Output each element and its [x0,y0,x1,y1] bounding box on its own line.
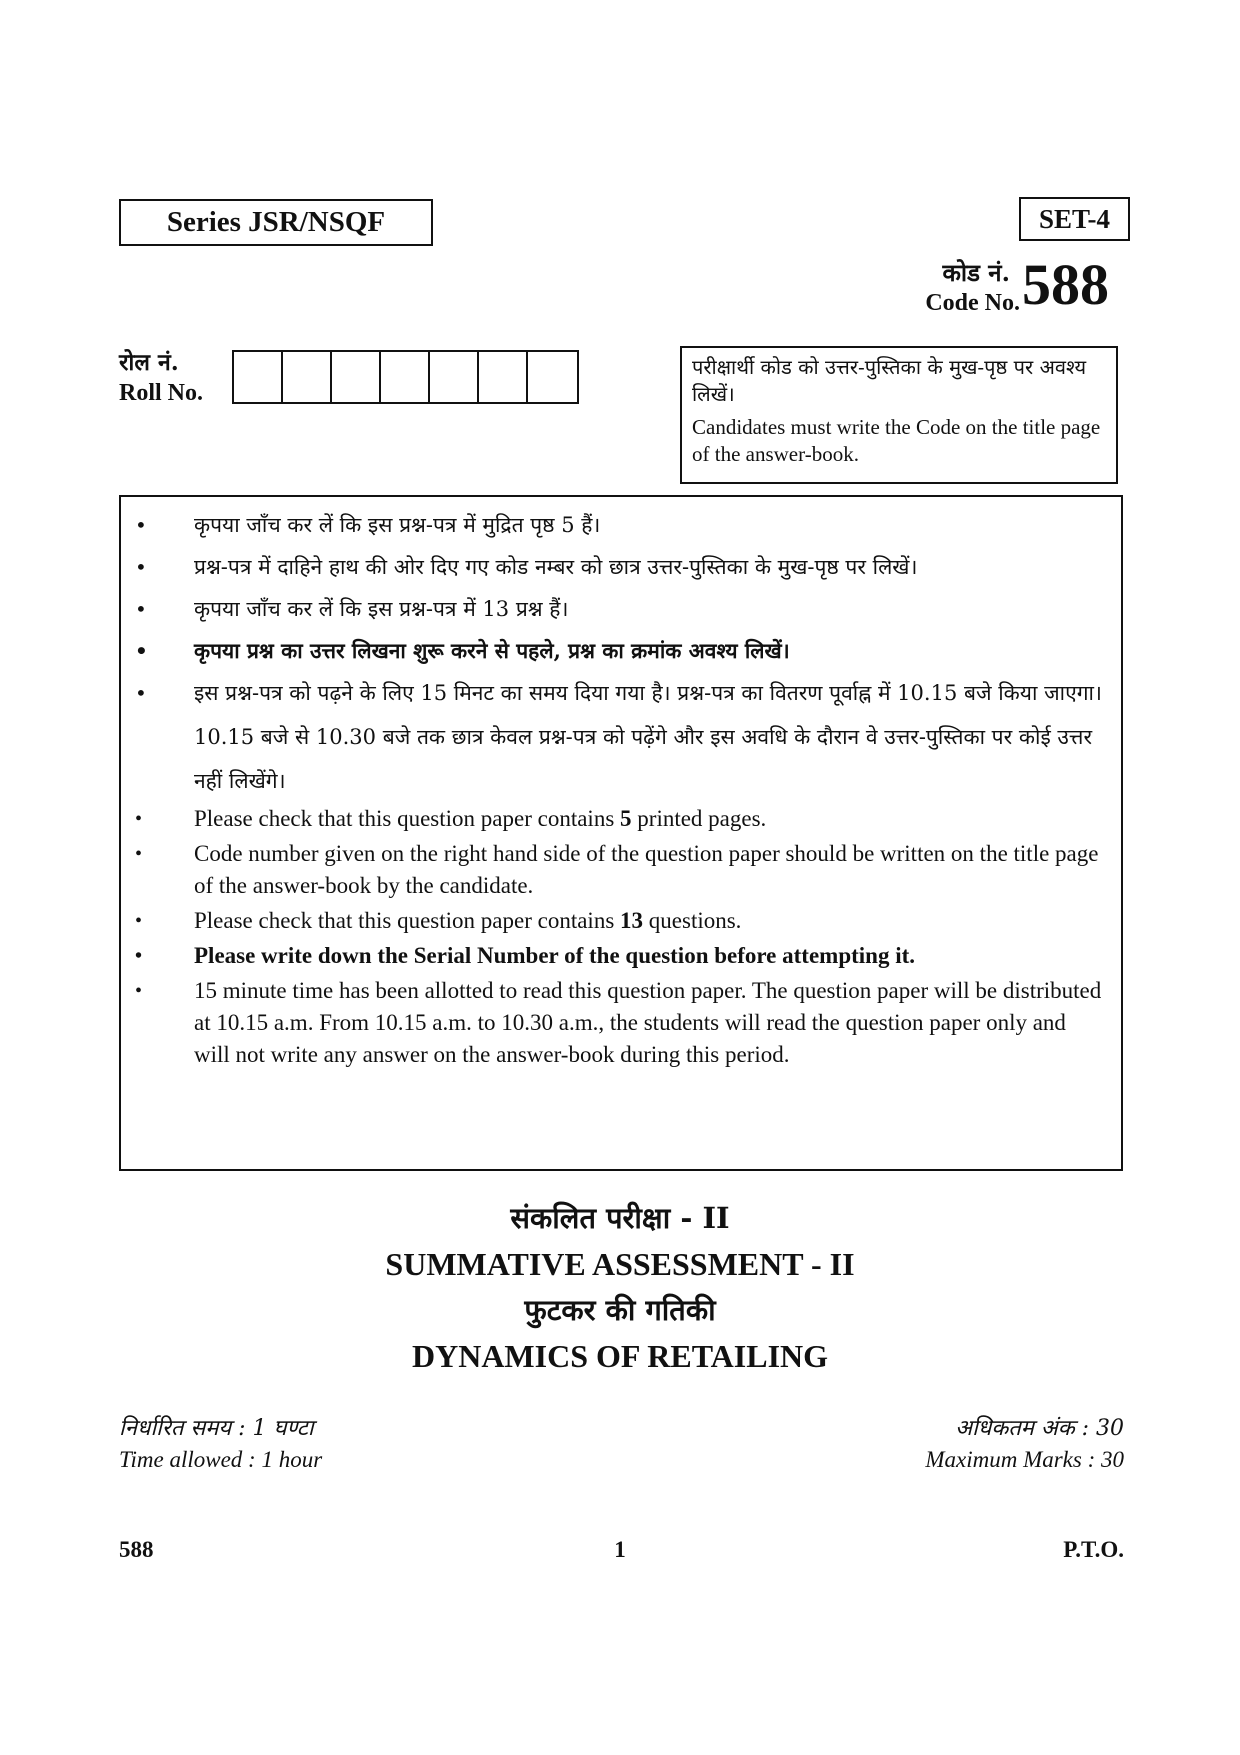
set-label: SET-4 [1019,197,1130,241]
instruction-item: • Code number given on the right hand side of the question paper should be written on the title page of the answer-book by the candidate. [121,838,1107,902]
instruction-item: • प्रश्न-पत्र में दाहिने हाथ की ओर दिए गए कोड नम्बर को छात्र उत्तर-पुस्तिका के मुख-पृष्ठ पर लिखें। [121,551,1107,583]
code-note-box [680,346,1118,484]
roll-label-english: Roll No. [119,380,203,406]
bullet-icon: • [135,555,147,579]
instruction-item: • कृपया प्रश्न का उत्तर लिखना शुरू करने से पहले, प्रश्न का क्रमांक अवश्य लिखें। [121,635,1107,667]
instructions-english-list [121,803,1107,1071]
code-note-english: Candidates must write the Code on the title page of the answer-book. [692,415,1101,466]
page-number: 1 [614,1537,626,1562]
max-marks-english: Maximum Marks : 30 [925,1447,1124,1472]
instruction-item: • 15 minute time has been allotted to read this question paper. The question paper will be distributed at 10.15 a.m. From 10.15 a.m. to 10.30 a.m., the students will read the question paper only and will not write any answer on the answer-book during this period. [121,975,1107,1071]
instructions-hindi-list [121,509,1107,803]
instruction-item: • Please check that this question paper contains 5 printed pages. [121,803,1107,835]
subject-title-hindi: फुटकर की गतिकी [524,1293,716,1327]
bullet-icon: • [135,681,147,705]
instruction-item: • कृपया जाँच कर लें कि इस प्रश्न-पत्र में मुद्रित पृष्ठ 5 हैं। [121,509,1107,541]
roll-digit-box[interactable] [234,352,283,402]
code-label-english: Code No. [925,290,1020,316]
bullet-icon: • [135,843,143,865]
bullet-icon: • [135,513,147,537]
roll-number-grid[interactable] [232,350,579,404]
instructions-box [119,495,1123,1171]
subject-title-english: DYNAMICS OF RETAILING [411,1338,829,1374]
roll-digit-box[interactable] [283,352,332,402]
footer-code: 588 [119,1537,154,1562]
assessment-title-english: SUMMATIVE ASSESSMENT - II [385,1246,855,1282]
code-number: 588 [1022,252,1109,317]
exam-title-block [0,1195,1240,1379]
please-turn-over: P.T.O. [1063,1537,1124,1562]
roll-label-hindi: रोल नं. [119,349,179,376]
code-note-hindi: परीक्षार्थी कोड को उत्तर-पुस्तिका के मुख-पृष्ठ पर अवश्य लिखें। [692,355,1087,406]
instruction-item: • Please write down the Serial Number of the question before attempting it. [121,940,1107,972]
code-label-hindi: कोड नं. [942,258,1010,287]
roll-digit-box[interactable] [332,352,381,402]
series-label: Series JSR/NSQF [119,199,433,246]
bullet-icon: • [135,945,143,967]
instruction-item: • Please check that this question paper contains 13 questions. [121,905,1107,937]
bullet-icon: • [135,808,143,830]
max-marks-hindi: अधिकतम अंक : 30 [955,1416,1124,1441]
bullet-icon: • [135,639,148,663]
instruction-item: • इस प्रश्न-पत्र को पढ़ने के लिए 15 मिनट का समय दिया गया है। प्रश्न-पत्र का वितरण पूर्वाह्न में 10.15 बजे किया जाएगा। 10.15 बजे से 10.30 बजे तक छात्र केवल प्रश्न-पत्र को पढ़ेंगे और इस अवधि के दौरान वे उत्तर-पुस्तिका पर कोई उत्तर नहीं लिखेंगे। [121,671,1107,803]
bullet-icon: • [135,597,147,621]
time-allowed-english: Time allowed : 1 hour [119,1447,323,1472]
roll-digit-box[interactable] [430,352,479,402]
roll-digit-box[interactable] [479,352,528,402]
time-allowed-hindi: निर्धारित समय : 1 घण्टा [119,1416,314,1441]
bullet-icon: • [135,910,143,932]
assessment-title-hindi: संकलित परीक्षा - II [510,1201,730,1235]
roll-digit-box[interactable] [528,352,577,402]
roll-digit-box[interactable] [381,352,430,402]
instruction-item: • कृपया जाँच कर लें कि इस प्रश्न-पत्र में 13 प्रश्न हैं। [121,593,1107,625]
bullet-icon: • [135,980,143,1002]
